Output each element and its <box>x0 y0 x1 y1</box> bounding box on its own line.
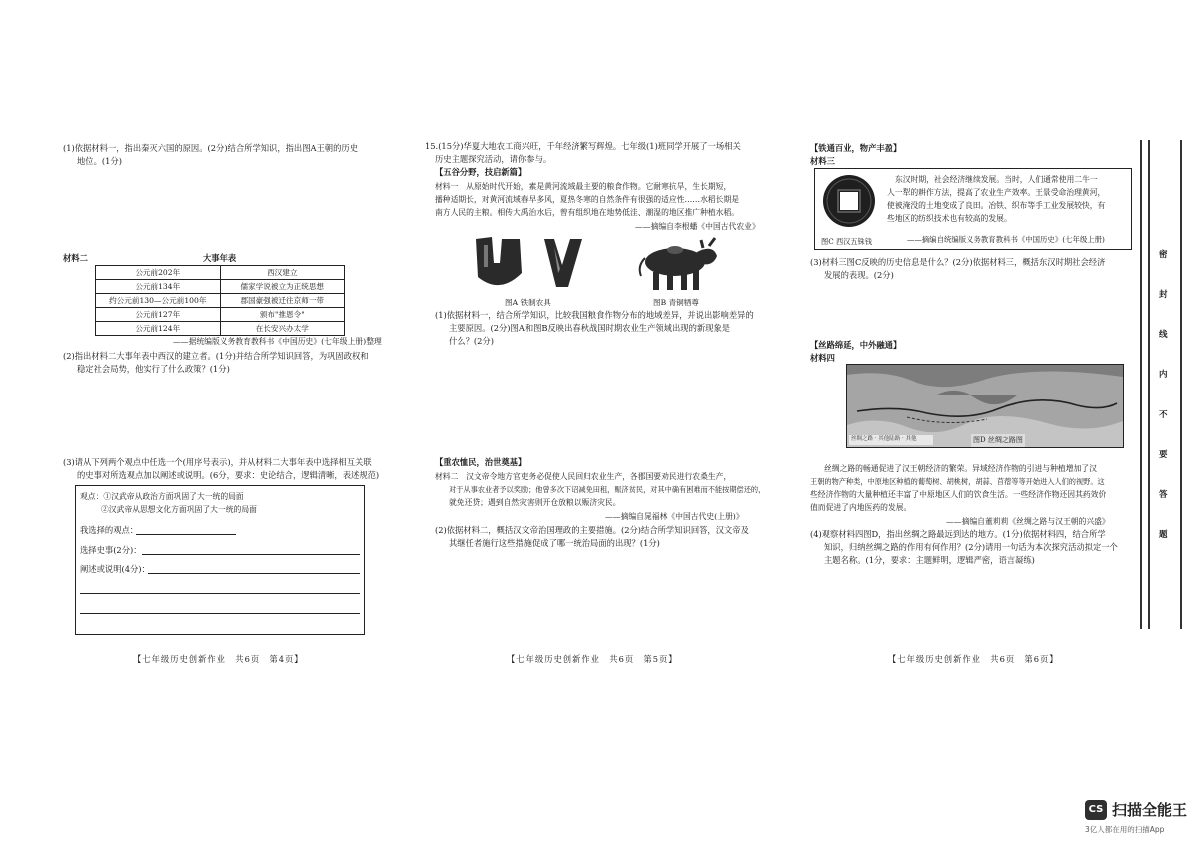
event-description: 颁布"推恩令" <box>220 308 345 322</box>
page-4 <box>55 0 385 847</box>
explain-answer-line-3[interactable] <box>80 613 360 614</box>
page-6 <box>810 0 1140 847</box>
seal-char: 密 <box>1159 250 1168 260</box>
seal-line-1 <box>1140 140 1142 629</box>
p5-q15-line2: 历史主题探究活动，请你参与。 <box>435 154 552 164</box>
seal-line-3 <box>1180 140 1182 629</box>
fig-b-caption: 图B 青铜牺尊 <box>653 298 699 307</box>
event-description: 在长安兴办太学 <box>220 322 345 336</box>
p6-mat3-line1: 东汉时期，社会经济继续发展。当时，人们通常使用二牛一 <box>895 175 1098 184</box>
page-5 <box>425 0 765 847</box>
p4-q1-line2: 地位。(1分) <box>77 156 122 166</box>
p4-q2-line2: 稳定社会局势，他实行了什么政策？(1分) <box>77 364 230 374</box>
event-table <box>95 265 345 336</box>
seal-char: 内 <box>1159 370 1168 380</box>
p6-mat4-line4: 值而促进了内地医药的发展。 <box>810 503 912 512</box>
camscanner-logo-icon: CS <box>1085 800 1107 820</box>
p6-section-4: 【丝路绵延，中外融通】 <box>810 340 902 350</box>
events-answer-line[interactable] <box>142 554 360 555</box>
event-date: 公元前134年 <box>96 280 221 294</box>
p6-mat3-source: ——摘编自统编版义务教育教科书《中国历史》(七年级上册) <box>907 235 1105 244</box>
watermark-slogan: 3亿人都在用的扫描App <box>1085 825 1165 834</box>
p5-q1-line2: 主要原因。(2分)图A和图B反映出春秋战国时期农业生产领域出现的新现象是 <box>449 323 731 333</box>
seal-char: 封 <box>1159 290 1168 300</box>
event-row <box>96 308 345 322</box>
p6-mat4-label: 材料四 <box>810 353 835 363</box>
p5-q1-line1: (1)依据材料一，结合所学知识，比较我国粮食作物分布的地域差异，并说出影响差异的 <box>435 310 754 320</box>
event-date: 约公元前130—公元前100年 <box>96 294 221 308</box>
event-row <box>96 322 345 336</box>
seal-char: 线 <box>1159 330 1168 340</box>
p6-mat4-line3: 些经济作物的大量种植还丰富了中原地区人们的饮食生活。一些经济作物还因其药效价 <box>810 490 1107 499</box>
explain-label: 阐述或说明(4分)： <box>80 564 150 574</box>
explain-answer-line-1[interactable] <box>148 573 360 574</box>
bronze-ox-vessel-image <box>633 236 723 294</box>
p6-footer: 【七年级历史创新作业 共6页 第6页】 <box>888 654 1059 664</box>
viewpoint-2: ②汉武帝从思想文化方面巩固了大一统的局面 <box>101 505 257 514</box>
p5-section-1: 【五谷分野，技启新篇】 <box>435 167 527 177</box>
p4-table-title: 大事年表 <box>203 253 237 263</box>
p5-q2-line2: 其继任者施行这些措施促成了哪一统治局面的出现？(1分) <box>449 538 660 548</box>
p5-mat1-line2: 播种适期长，对黄河流域春早多风，夏热冬寒的自然条件有很强的适应性……水稻长期是 <box>435 195 740 204</box>
silk-road-map <box>846 364 1124 448</box>
map-caption: 图D 丝绸之路图 <box>971 434 1025 447</box>
p6-q4-line2: 知识，归纳丝绸之路的作用有何作用？(2分)请用一句话为本次探究活动拟定一个 <box>824 542 1118 552</box>
p4-table-source: ——据统编版义务教育教科书《中国历史》(七年级上册)整理 <box>173 337 382 346</box>
p6-mat3-label: 材料三 <box>810 156 835 166</box>
wuzhu-coin-image <box>821 173 877 229</box>
scanner-watermark <box>1085 798 1195 842</box>
p5-mat2-line1: 材料二 汉文帝令地方官吏务必促使人民回归农业生产，各郡国要劝民进行农桑生产， <box>435 472 732 481</box>
p5-mat1-source: ——摘编自李根蟠《中国古代农业》 <box>635 222 760 231</box>
events-label: 选择史事(2分)： <box>80 545 142 555</box>
p6-q4-line3: 主题名称。(1分，要求：主题鲜明，逻辑严密，语言凝练) <box>824 555 1035 565</box>
p5-mat2-source: ——摘编自晁福林《中国古代史(上册)》 <box>605 512 744 521</box>
p4-q1-line1: (1)依据材料一，指出秦灭六国的原因。(2分)结合所学知识，指出图A王朝的历史 <box>63 143 358 153</box>
p5-q2-line1: (2)依据材料二，概括汉文帝治国理政的主要措施。(2分)结合所学知识回答，汉文帝及 <box>435 525 749 535</box>
viewpoint-1: 观点：①汉武帝从政治方面巩固了大一统的局面 <box>80 492 244 501</box>
p4-q2-line1: (2)指出材料二大事年表中西汉的建立者。(1分)并结合所学知识回答，为巩固政权和 <box>63 351 369 361</box>
fig-c-caption: 图C 西汉五铢钱 <box>821 237 872 246</box>
choice-answer-line[interactable] <box>136 534 236 535</box>
p5-footer: 【七年级历史创新作业 共6页 第5页】 <box>507 654 678 664</box>
p5-mat1-line1: 材料一 从原始时代开始，素是黄河流域最主要的粮食作物。它耐寒抗旱，生长期短， <box>435 182 732 191</box>
p5-q15-line1: 15.(15分)华夏大地农工商兴旺，千年经济繁写辉煌。七年级(1)班同学开展了一场相关 <box>425 141 741 151</box>
p5-section-2: 【重农恤民，治世奠基】 <box>435 457 527 467</box>
p6-mat3-line3: 使被淹没的土地变成了良田。冶铁、织布等手工业发展较快，有 <box>887 201 1106 210</box>
p6-q4-line1: (4)观察材料四图D，指出丝绸之路最远到达的地方。(1分)依据材料四，结合所学 <box>810 529 1106 539</box>
choice-label: 我选择的观点： <box>80 525 139 535</box>
p6-q3-line1: (3)材料三图C反映的历史信息是什么？(2分)依据材料三，概括东汉时期社会经济 <box>810 257 1106 267</box>
event-date: 公元前124年 <box>96 322 221 336</box>
p4-q3-line2: 的史事对所选观点加以阐述或说明。(6分，要求：史论结合，逻辑清晰，表述规范) <box>77 470 380 480</box>
event-row <box>96 266 345 280</box>
p5-mat1-line3: 南方人民的主粮。相传大禹治水后，曾有组织地在地势低洼、潮湿的地区推广种植水稻。 <box>435 208 740 217</box>
p6-mat4-line1: 丝绸之路的畅通促进了汉王朝经济的繁荣。异域经济作物的引进与种植增加了汉 <box>824 464 1097 473</box>
map-legend: 丝绸之路 · 其他陆路 · 其他 <box>851 436 917 442</box>
p6-mat4-line2: 王朝的物产种类，中原地区种植的葡萄树、胡桃树，胡蒜、苜蓿等等开始进入人们的视野。这 <box>810 477 1105 486</box>
p4-footer: 【七年级历史创新作业 共6页 第4页】 <box>133 654 304 664</box>
p6-q3-line2: 发展的表现。(2分) <box>824 270 894 280</box>
seal-line-2 <box>1148 140 1150 629</box>
event-description: 郡国豪强被迁往京师一带 <box>220 294 345 308</box>
p5-mat2-line2: 对于从事农业者予以奖励；他曾多次下诏减免田租，赈济贫民，对其中确有困难而不能按期偿还的， <box>449 485 766 494</box>
seal-char: 不 <box>1159 410 1168 420</box>
watermark-brand: 扫描全能王 <box>1112 801 1188 819</box>
material-3-box <box>814 168 1132 250</box>
event-row <box>96 294 345 308</box>
answer-box <box>75 485 365 635</box>
p4-material2-label: 材料二 <box>63 253 88 263</box>
event-date: 公元前202年 <box>96 266 221 280</box>
p6-mat3-line4: 些地区的纺织技术也有较高的发展。 <box>887 214 1012 223</box>
p5-mat2-line3: 就免还贷；遇到自然灾害则开仓放粮以赈济灾民。 <box>449 498 621 507</box>
seal-char: 要 <box>1159 450 1168 460</box>
fig-a-caption: 图A 铁制农具 <box>505 298 551 307</box>
seal-char: 答 <box>1159 490 1168 500</box>
p5-q1-line3: 什么？(2分) <box>449 336 494 346</box>
event-description: 儒家学说被立为正统思想 <box>220 280 345 294</box>
seal-char: 题 <box>1159 530 1168 540</box>
event-date: 公元前127年 <box>96 308 221 322</box>
p6-mat4-source: ——摘编自董莉莉《丝绸之路与汉王朝的兴盛》 <box>946 517 1110 526</box>
p6-section-3: 【铁通百业，物产丰盈】 <box>810 143 902 153</box>
p6-mat3-line2: 人一犁的耕作方法，提高了农业生产效率。王景受命治理黄河， <box>887 188 1106 197</box>
event-row <box>96 280 345 294</box>
event-description: 西汉建立 <box>220 266 345 280</box>
explain-answer-line-2[interactable] <box>80 593 360 594</box>
p4-q3-line1: (3)请从下列两个观点中任选一个(用序号表示)，并从材料二大事年表中选择相互关联 <box>63 457 372 467</box>
iron-tools-image <box>470 233 590 295</box>
